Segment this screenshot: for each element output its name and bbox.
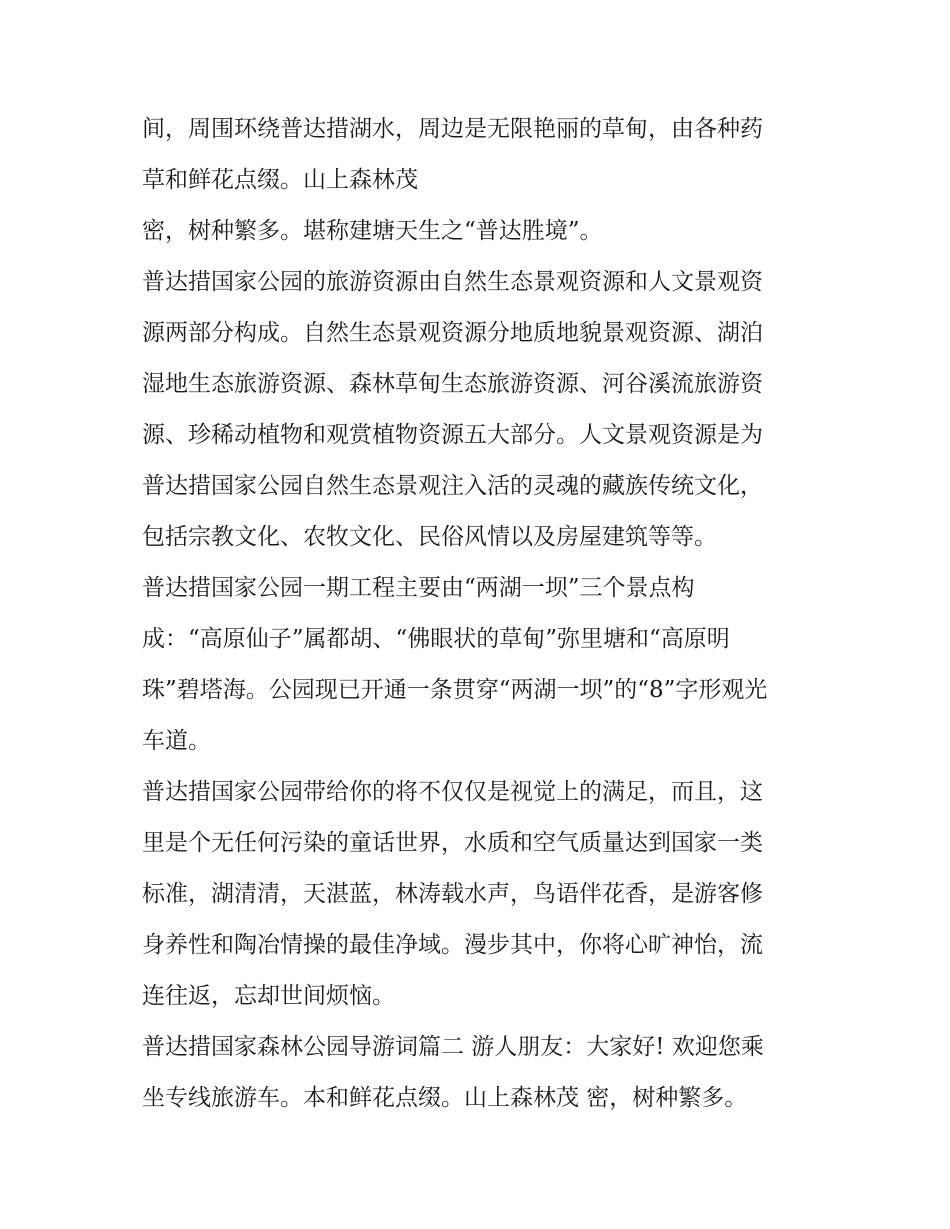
text-line: 湿地生态旅游资源、森林草甸生态旅游资源、河谷溪流旅游资 <box>142 371 763 397</box>
text-line: 车道。 <box>142 728 211 754</box>
text-line: 普达措国家公园带给你的将不仅仅是视觉上的满足，而且，这 <box>142 779 763 805</box>
text-line: 源两部分构成。自然生态景观资源分地质地貌景观资源、湖泊 <box>142 320 763 346</box>
text-line: 身养性和陶冶情操的最佳净域。漫步其中，你将心旷神怡，流 <box>142 932 763 958</box>
text-line: 标准，湖清清，天湛蓝，林涛载水声，鸟语伴花香，是游客修 <box>142 881 763 907</box>
text-line: 成：“高原仙子”属都胡、“佛眼状的草甸”弥里塘和“高原明 <box>142 626 730 652</box>
text-line: 包括宗教文化、农牧文化、民俗风情以及房屋建筑等等。 <box>142 524 717 550</box>
text-line: 间，周围环绕普达措湖水，周边是无限艳丽的草甸，由各种药 <box>142 116 763 142</box>
text-line: 普达措国家公园一期工程主要由“两湖一坝”三个景点构 <box>142 575 695 601</box>
text-line: 里是个无任何污染的童话世界，水质和空气质量达到国家一类 <box>142 830 763 856</box>
text-line: 源、珍稀动植物和观赏植物资源五大部分。人文景观资源是为 <box>142 422 763 448</box>
text-line: 普达措国家公园自然生态景观注入活的灵魂的藏族传统文化， <box>142 473 763 499</box>
document-body <box>142 104 822 1124</box>
text-line: 密，树种繁多。堪称建塘天生之“普达胜境”。 <box>142 218 603 244</box>
text-line: 普达措国家森林公园导游词篇二 游人朋友：大家好! 欢迎您乘 <box>142 1034 764 1060</box>
text-line: 坐专线旅游车。本和鲜花点缀。山上森林茂 密，树种繁多。 <box>142 1085 748 1111</box>
text-line: 珠”碧塔海。公园现已开通一条贯穿“两湖一坝”的“8”字形观光 <box>142 677 768 703</box>
text-line: 连往返，忘却世间烦恼。 <box>142 983 395 1009</box>
text-line: 草和鲜花点缀。山上森林茂 <box>142 167 418 193</box>
text-line: 普达措国家公园的旅游资源由自然生态景观资源和人文景观资 <box>142 269 763 295</box>
